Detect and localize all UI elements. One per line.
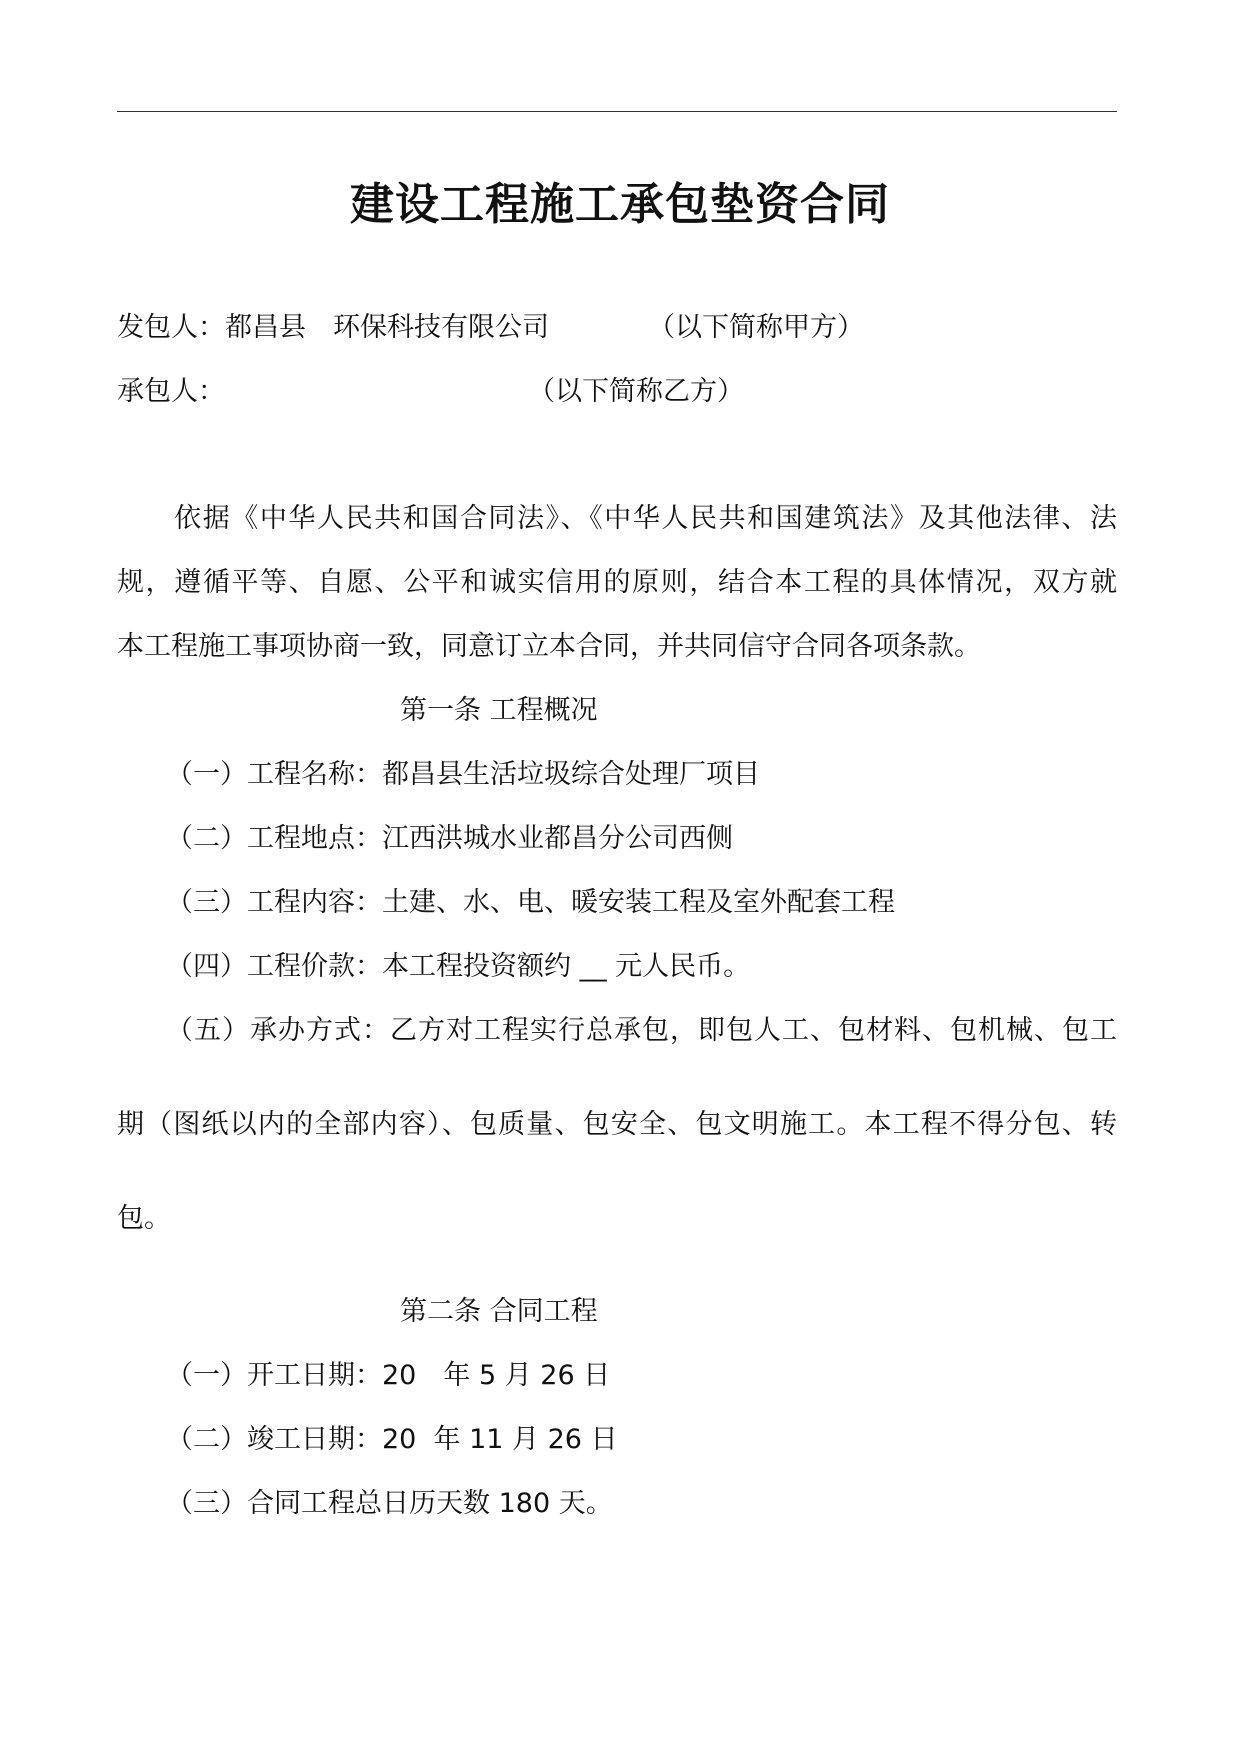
- party-b-note: （以下简称乙方）: [528, 376, 744, 407]
- article-1-item-4: （四）工程价款：本工程投资额约 __ 元人民币。: [166, 951, 751, 982]
- article-1-item-1: （一）工程名称：都昌县生活垃圾综合处理厂项目: [166, 759, 760, 790]
- article-2-item-3: （三）合同工程总日历天数 180 天。: [166, 1488, 613, 1519]
- preamble-line-3: 本工程施工事项协商一致，同意订立本合同，并共同信守合同各项条款。: [117, 631, 981, 662]
- preamble-line-1: 依据《中华人民共和国合同法》、《中华人民共和国建筑法》及其他法律、法: [117, 503, 1117, 534]
- article-1-heading: 第一条 工程概况: [400, 695, 598, 726]
- party-b-line: 承包人：: [117, 376, 225, 407]
- article-1-item-5-ending: 包。: [117, 1203, 171, 1234]
- article-1-item-2: （二）工程地点：江西洪城水业都昌分公司西侧: [166, 823, 733, 854]
- party-a-note: （以下简称甲方）: [648, 312, 864, 343]
- party-a-line: 发包人：都昌县 环保科技有限公司: [117, 312, 549, 343]
- article-2-item-2: （二）竣工日期：20 年 11 月 26 日: [166, 1424, 618, 1455]
- article-2-heading: 第二条 合同工程: [400, 1296, 598, 1327]
- article-1-item-5: （五）承办方式：乙方对工程实行总承包，即包人工、包材料、包机械、包工: [166, 1015, 1117, 1046]
- preamble-line-2: 规，遵循平等、自愿、公平和诚实信用的原则，结合本工程的具体情况，双方就: [117, 567, 1117, 598]
- article-1-item-3: （三）工程内容：土建、水、电、暖安装工程及室外配套工程: [166, 887, 895, 918]
- document-title: 建设工程施工承包垫资合同: [350, 179, 890, 230]
- article-1-item-5-continuation: 期（图纸以内的全部内容）、包质量、包安全、包文明施工。本工程不得分包、转: [117, 1109, 1117, 1140]
- header-rule: [117, 111, 1117, 112]
- article-2-item-1: （一）开工日期：20 年 5 月 26 日: [166, 1360, 611, 1391]
